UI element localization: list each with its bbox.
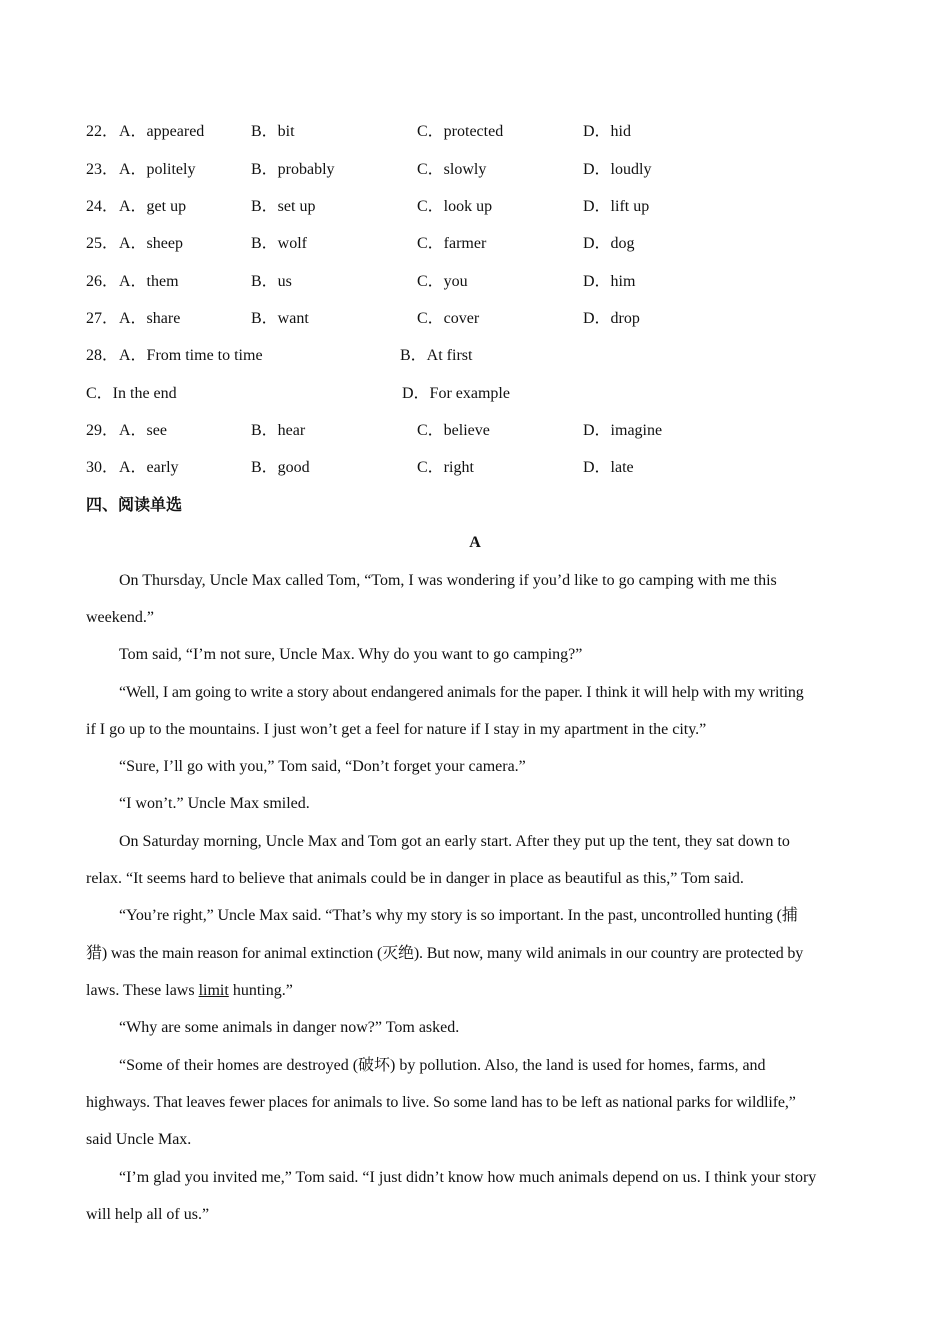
passage-line: “Some of their homes are destroyed (破坏) by pollution. Also, the land is used for homes, farms, and [119,1057,766,1074]
option-a: A．politely [119,161,196,178]
option-c: C．believe [417,422,490,439]
passage-line: Tom said, “I’m not sure, Uncle Max. Why do you want to go camping?” [119,646,583,663]
question-number: 24． [86,198,119,215]
option-c: C．you [417,273,468,290]
option-a: A．them [119,273,179,290]
option-d: D．For example [402,385,510,402]
passage-text: hunting.” [228,982,293,999]
option-c: C．farmer [417,235,487,252]
option-c: C．cover [417,310,480,327]
option-d: D．imagine [583,422,663,439]
option-b: B．bit [251,123,295,140]
passage-line [86,980,866,1002]
question-number: 26． [86,273,119,290]
option-d: D．lift up [583,198,650,215]
option-d: D．him [583,273,636,290]
passage-line: if I go up to the mountains. I just won’t get a feel for nature if I stay in my apartment in the city.” [86,721,707,738]
option-a: A．From time to time [119,347,263,364]
passage-line: 猎) was the main reason for animal extinction (灭绝). But now, many wild animals in our country are protected by [86,945,804,962]
passage-line: highways. That leaves fewer places for animals to live. So some land has to be left as national parks for wildlife,” [86,1094,796,1111]
passage-line: “You’re right,” Uncle Max said. “That’s why my story is so important. In the past, uncontrolled hunting (捕 [119,907,798,924]
passage-line: said Uncle Max. [86,1131,192,1148]
option-d: D．drop [583,310,640,327]
passage-line: “Sure, I’ll go with you,” Tom said, “Don’t forget your camera.” [119,758,526,775]
option-d: D．loudly [583,161,652,178]
option-a: A．sheep [119,235,183,252]
option-b: B．wolf [251,235,308,252]
option-a: A．see [119,422,167,439]
option-b: B．good [251,459,310,476]
question-number: 29． [86,422,119,439]
question-number: 30． [86,459,119,476]
passage-line: relax. “It seems hard to believe that animals could be in danger in place as beautiful as this,” Tom said. [86,870,744,887]
option-b: B．At first [400,347,473,364]
passage-line: will help all of us.” [86,1206,210,1223]
passage-line: On Thursday, Uncle Max called Tom, “Tom, I was wondering if you’d like to go camping with me this [119,572,777,589]
option-c: C．In the end [86,385,177,402]
question-number: 27． [86,310,119,327]
option-a: A．early [119,459,179,476]
option-c: C．right [417,459,474,476]
option-b: B．probably [251,161,335,178]
question-number: 22． [86,123,119,140]
option-b: B．set up [251,198,316,215]
question-number: 25． [86,235,119,252]
underlined-word-limit: limit [198,982,229,999]
question-number: 23． [86,161,119,178]
option-b: B．want [251,310,309,327]
passage-line: On Saturday morning, Uncle Max and Tom got an early start. After they put up the tent, they sat down to [119,833,790,850]
passage-text: laws. These laws [86,982,199,999]
passage-line: “Well, I am going to write a story about endangered animals for the paper. I think it will help with my writing [119,684,804,701]
option-b: B．us [251,273,292,290]
option-a: A．get up [119,198,187,215]
question-number: 28． [86,347,119,364]
option-c: C．slowly [417,161,487,178]
section-title: 四、阅读单选 [86,497,183,514]
option-c: C．protected [417,123,504,140]
option-d: D．hid [583,123,632,140]
passage-title: A [469,534,481,551]
option-d: D．dog [583,235,635,252]
option-d: D．late [583,459,634,476]
option-a: A．share [119,310,181,327]
option-c: C．look up [417,198,493,215]
option-a: A．appeared [119,123,205,140]
option-b: B．hear [251,422,306,439]
passage-line: weekend.” [86,609,154,626]
passage-line: “I won’t.” Uncle Max smiled. [119,795,310,812]
passage-line: “Why are some animals in danger now?” Tom asked. [119,1019,460,1036]
passage-line: “I’m glad you invited me,” Tom said. “I just didn’t know how much animals depend on us. I think your story [119,1169,817,1186]
